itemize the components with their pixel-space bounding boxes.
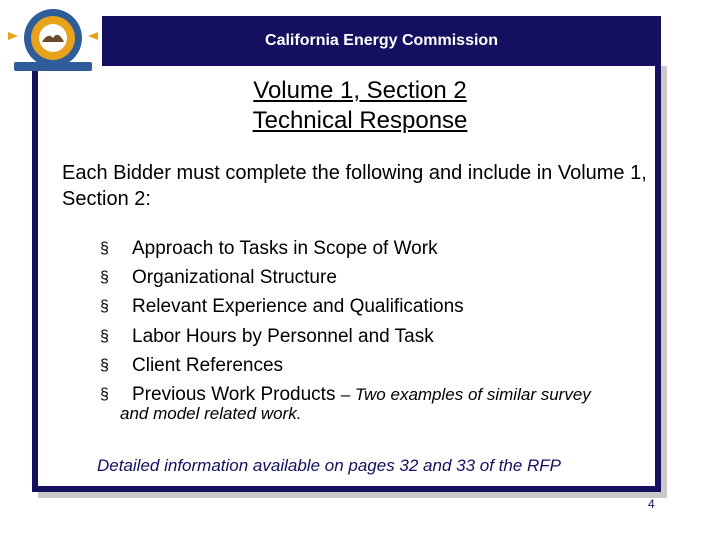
bullet-marker: § — [100, 298, 109, 316]
list-item — [100, 263, 670, 292]
seal-banner — [14, 62, 92, 71]
intro-text: Each Bidder must complete the following and include in Volume 1, Section 2: — [62, 162, 647, 210]
bullet-marker: § — [100, 386, 109, 404]
slide-title — [0, 76, 720, 136]
bullet-marker: § — [100, 240, 109, 257]
list-item — [100, 234, 670, 263]
bullet-marker: § — [100, 327, 109, 345]
list-item-text: Labor Hours by Personnel and Task — [132, 325, 434, 347]
list-item — [100, 351, 670, 380]
list-item — [100, 292, 670, 321]
requirements-list — [100, 234, 670, 409]
list-item-text: Approach to Tasks in Scope of Work — [132, 238, 438, 259]
bullet-marker: § — [100, 356, 109, 374]
header-bar — [102, 16, 661, 66]
list-item-note-continuation: and model related work. — [120, 404, 302, 423]
title-line-2: Technical Response — [252, 107, 468, 134]
bullet-marker: § — [100, 269, 109, 287]
list-item-text: Organizational Structure — [132, 267, 337, 289]
list-item-note: – Two examples of similar survey — [340, 385, 591, 405]
title-line-1: Volume 1, Section 2 — [253, 77, 467, 104]
page-number: 4 — [648, 497, 655, 511]
list-item-text: Client References — [132, 354, 284, 376]
list-item — [100, 322, 670, 351]
list-item-text: Previous Work Products — [132, 384, 336, 406]
seal-logo-icon — [4, 6, 102, 76]
org-name: California Energy Commission — [265, 32, 498, 49]
footer-note: Detailed information available on pages 32 and 33 of the RFP — [97, 456, 562, 475]
list-item-text: Relevant Experience and Qualifications — [132, 296, 464, 318]
